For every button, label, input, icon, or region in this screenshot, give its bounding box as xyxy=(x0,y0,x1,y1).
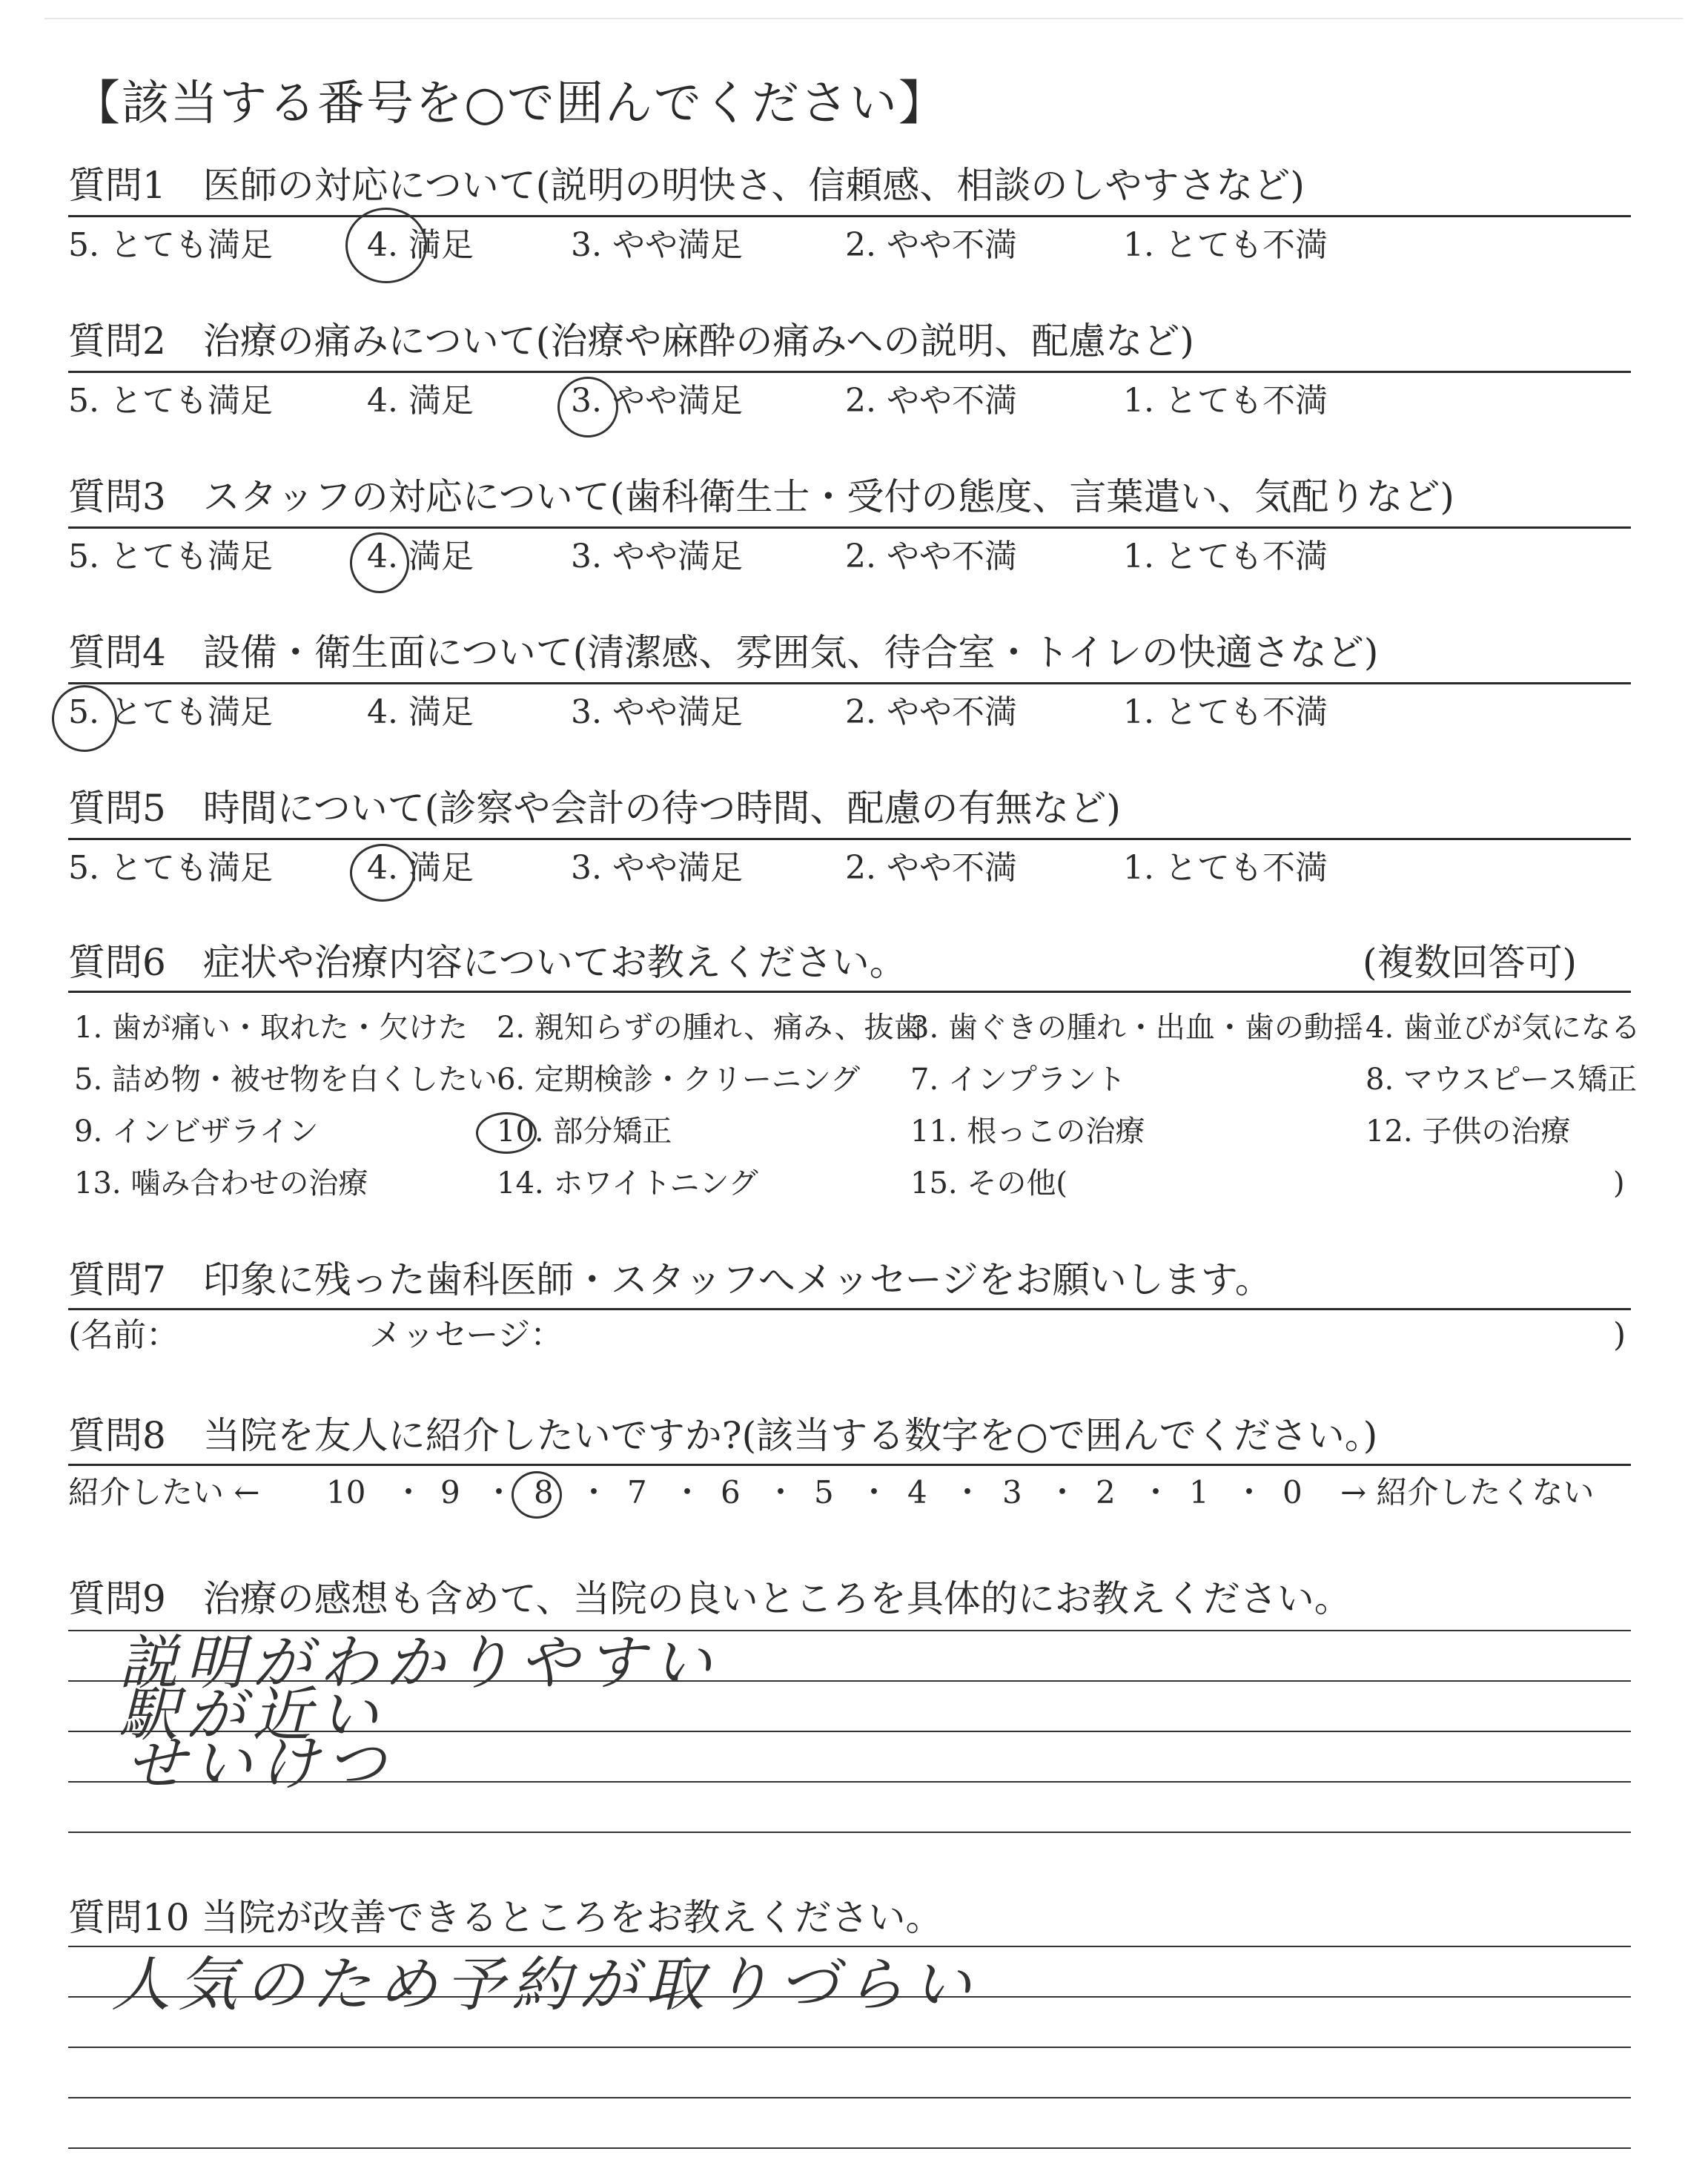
q6-item-10[interactable]: 10. 部分矯正 xyxy=(497,1114,672,1149)
q6-item-6[interactable]: 6. 定期検診・クリーニング xyxy=(497,1063,861,1097)
question-8-rule xyxy=(68,1464,1631,1466)
q8-right-label: → 紹介したくない xyxy=(1340,1474,1595,1510)
question-5-rule xyxy=(68,838,1631,840)
question-3-title: 質問3 スタッフの対応について(歯科衛生士・受付の態度、言葉遣い、気配りなど) xyxy=(68,475,1454,518)
question-3-rule xyxy=(68,526,1631,529)
q9-answer-1: 説明がわかりやすい xyxy=(119,1628,719,1697)
q8-scale-0[interactable]: 0 xyxy=(1282,1474,1302,1510)
q5-option-3[interactable]: 3. やや満足 xyxy=(571,849,743,887)
q4-option-2[interactable]: 2. やや不満 xyxy=(845,693,1017,731)
q8-left-label: 紹介したい ← xyxy=(68,1474,260,1510)
q2-option-4[interactable]: 4. 満足 xyxy=(367,382,474,420)
q8-dot: ・ xyxy=(1140,1474,1172,1510)
q8-scale-3[interactable]: 3 xyxy=(1002,1474,1022,1510)
q4-option-4[interactable]: 4. 満足 xyxy=(367,693,474,731)
q5-option-5[interactable]: 5. とても満足 xyxy=(68,849,273,887)
q8-dot: ・ xyxy=(483,1474,515,1510)
q7-message-label: メッセージ： xyxy=(369,1316,563,1354)
q6-item-12[interactable]: 12. 子供の治療 xyxy=(1366,1114,1571,1149)
q1-option-2[interactable]: 2. やや不満 xyxy=(845,226,1017,264)
q8-scale-5[interactable]: 5 xyxy=(814,1474,834,1510)
q6-item-15[interactable]: 15. その他( xyxy=(910,1166,1068,1200)
q9-answer-2: 駅が近い xyxy=(119,1680,385,1749)
q5-option-2[interactable]: 2. やや不満 xyxy=(845,849,1017,887)
question-2-rule xyxy=(68,371,1631,373)
q2-option-5[interactable]: 5. とても満足 xyxy=(68,382,273,420)
q8-dot: ・ xyxy=(578,1474,610,1510)
q2-option-3[interactable]: 3. やや満足 xyxy=(571,382,743,420)
q3-option-2[interactable]: 2. やや不満 xyxy=(845,538,1017,575)
q7-name-label: (名前： xyxy=(68,1316,179,1354)
q4-option-5[interactable]: 5. とても満足 xyxy=(68,693,273,731)
q2-option-2[interactable]: 2. やや不満 xyxy=(845,382,1017,420)
q6-item-7[interactable]: 7. インプラント xyxy=(910,1063,1126,1097)
q8-scale-4[interactable]: 4 xyxy=(907,1474,927,1510)
question-1-title: 質問1 医師の対応について(説明の明快さ、信頼感、相談のしやすさなど) xyxy=(68,164,1305,207)
q1-option-4[interactable]: 4. 満足 xyxy=(367,226,474,264)
q6-selected-circle xyxy=(476,1112,537,1154)
q10-line-5 xyxy=(68,2147,1631,2149)
q8-dot: ・ xyxy=(765,1474,797,1510)
q1-option-3[interactable]: 3. やや満足 xyxy=(571,226,743,264)
q5-selected-circle xyxy=(350,844,415,902)
q4-selected-circle xyxy=(52,685,117,752)
q6-item-15-close: ) xyxy=(1613,1166,1625,1200)
q8-scale-9[interactable]: 9 xyxy=(440,1474,460,1510)
q10-answer-1: 人気のため予約が取りづらい xyxy=(111,1950,979,2019)
q8-scale-6[interactable]: 6 xyxy=(721,1474,741,1510)
q2-option-1[interactable]: 1. とても不満 xyxy=(1123,382,1328,420)
question-6-title: 質問6 症状や治療内容についてお教えください。 xyxy=(68,941,907,984)
question-8-title: 質問8 当院を友人に紹介したいですか?(該当する数字を○で囲んでください。) xyxy=(68,1414,1378,1457)
question-6-rule xyxy=(68,991,1631,993)
top-border xyxy=(44,18,1683,19)
q10-line-4 xyxy=(68,2097,1631,2098)
q9-line-5 xyxy=(68,1832,1631,1833)
q8-scale-2[interactable]: 2 xyxy=(1096,1474,1116,1510)
q8-dot: ・ xyxy=(952,1474,984,1510)
q8-scale-1[interactable]: 1 xyxy=(1189,1474,1209,1510)
q8-scale-10[interactable]: 10 xyxy=(326,1474,366,1510)
q6-item-13[interactable]: 13. 噛み合わせの治療 xyxy=(74,1166,368,1200)
q6-item-14[interactable]: 14. ホワイトニング xyxy=(497,1166,758,1200)
q6-item-11[interactable]: 11. 根っこの治療 xyxy=(910,1114,1145,1149)
q8-dot: ・ xyxy=(858,1474,890,1510)
question-4-title: 質問4 設備・衛生面について(清潔感、雰囲気、待合室・トイレの快適さなど) xyxy=(68,631,1379,674)
q6-item-3[interactable]: 3. 歯ぐきの腫れ・出血・歯の動揺 xyxy=(910,1011,1363,1045)
q3-option-1[interactable]: 1. とても不満 xyxy=(1123,538,1328,575)
q1-selected-circle xyxy=(345,208,427,283)
q8-dot: ・ xyxy=(1234,1474,1265,1510)
q8-selected-circle xyxy=(512,1471,562,1519)
question-2-title: 質問2 治療の痛みについて(治療や麻酔の痛みへの説明、配慮など) xyxy=(68,320,1194,363)
q3-selected-circle xyxy=(350,532,409,593)
page-heading: 【該当する番号を○で囲んでください】 xyxy=(73,76,947,131)
q3-option-4[interactable]: 4. 満足 xyxy=(367,538,474,575)
q8-scale-7[interactable]: 7 xyxy=(627,1474,647,1510)
question-7-title: 質問7 印象に残った歯科医師・スタッフへメッセージをお願いします。 xyxy=(68,1258,1272,1301)
q7-close-paren: ) xyxy=(1613,1316,1626,1354)
q8-dot: ・ xyxy=(393,1474,425,1510)
q3-option-3[interactable]: 3. やや満足 xyxy=(571,538,743,575)
q8-scale-8[interactable]: 8 xyxy=(534,1474,554,1510)
q8-dot: ・ xyxy=(1047,1474,1079,1510)
question-6-note: (複数回答可) xyxy=(1363,941,1578,984)
q9-answer-3: せいけつ xyxy=(126,1729,393,1798)
q6-item-5[interactable]: 5. 詰め物・被せ物を白くしたい xyxy=(74,1063,497,1097)
q8-dot: ・ xyxy=(672,1474,704,1510)
question-9-title: 質問9 治療の感想も含めて、当院の良いところを具体的にお教えください。 xyxy=(68,1577,1351,1620)
q6-item-1[interactable]: 1. 歯が痛い・取れた・欠けた xyxy=(74,1011,468,1045)
q3-option-5[interactable]: 5. とても満足 xyxy=(68,538,273,575)
q6-item-2[interactable]: 2. 親知らずの腫れ、痛み、抜歯 xyxy=(497,1011,924,1045)
q1-option-5[interactable]: 5. とても満足 xyxy=(68,226,273,264)
q10-line-3 xyxy=(68,2047,1631,2048)
q5-option-1[interactable]: 1. とても不満 xyxy=(1123,849,1328,887)
question-4-rule xyxy=(68,682,1631,684)
question-7-rule xyxy=(68,1308,1631,1310)
question-1-rule xyxy=(68,215,1631,217)
question-10-title: 質問10 当院が改善できるところをお教えください。 xyxy=(68,1896,943,1939)
q4-option-3[interactable]: 3. やや満足 xyxy=(571,693,743,731)
q6-item-9[interactable]: 9. インビザライン xyxy=(74,1114,319,1149)
q4-option-1[interactable]: 1. とても不満 xyxy=(1123,693,1328,731)
question-5-title: 質問5 時間について(診察や会計の待つ時間、配慮の有無など) xyxy=(68,787,1121,830)
q2-selected-circle xyxy=(557,377,618,437)
q5-option-4[interactable]: 4. 満足 xyxy=(367,849,474,887)
q6-item-8[interactable]: 8. マウスピース矯正 xyxy=(1366,1063,1638,1097)
q6-item-4[interactable]: 4. 歯並びが気になる xyxy=(1366,1011,1641,1045)
q1-option-1[interactable]: 1. とても不満 xyxy=(1123,226,1328,264)
